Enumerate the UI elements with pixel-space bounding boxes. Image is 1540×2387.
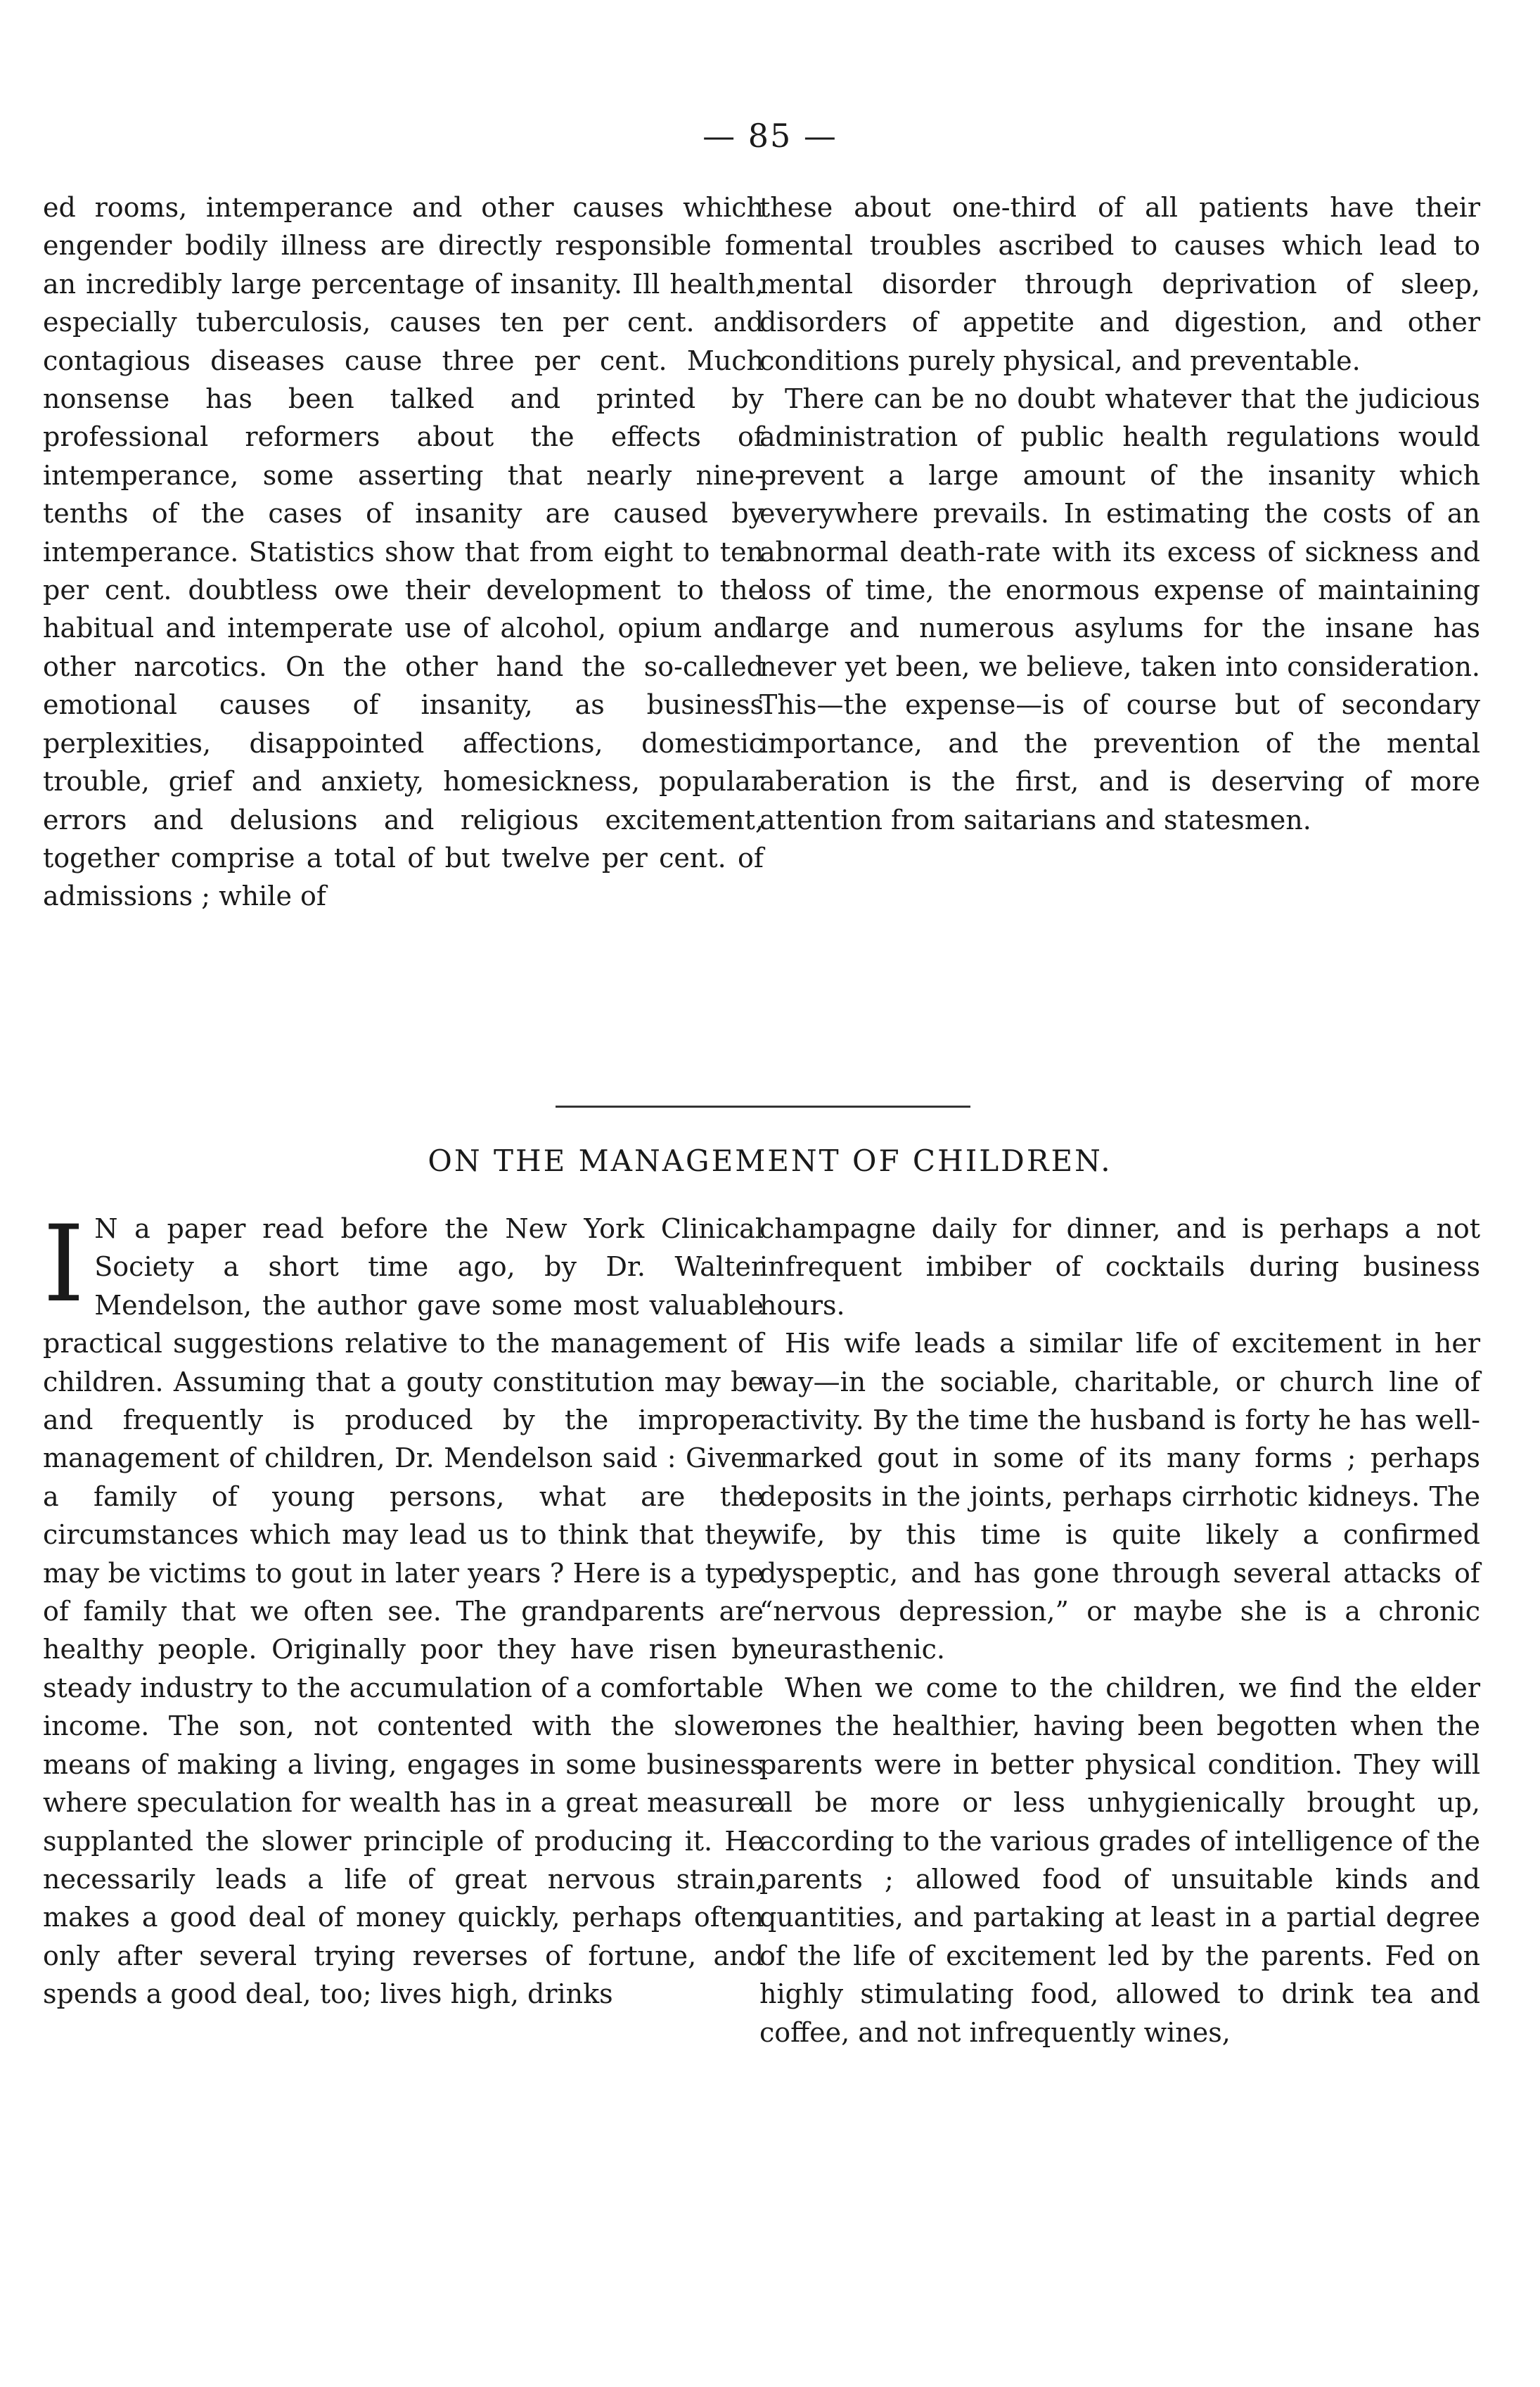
page-number: — 85 — [702, 117, 838, 155]
article-right-column [759, 1210, 1480, 2052]
paragraph [43, 1203, 764, 2014]
paragraph: ed rooms, intemperance and other causes which engender bodily illness are directly responsible for an incredibly large percentage of insanity. Ill health, especially tuberculosis, causes ten per cent. and contagious diseases cause three per cent. Much nonsense has been talked and printed by professional reformers about the effects of intemperance, some asserting that nearly nine-tenths of the cases of insanity are caused by intemperance. Statistics show that from eight to ten per cent. doubtless owe their development to the habitual and intemperate use of alcohol, opium and other narcotics. On the other hand the so-called emotional causes of insanity, as business perplexities, disappointed affections, domestic trouble, grief and anxiety, homesickness, popular errors and delusions and religious excitement, together comprise a total of but twelve per cent. of admissions ; while of [43, 192, 764, 912]
paragraph: There can be no doubt whatever that the judicious administration of public health regulations would prevent a large amount of the insanity which everywhere prevails. In estimating the costs of an abnormal death-rate with its excess of sickness and loss of time, the enormous expense of maintaining large and numerous asylums for the insane has never yet been, we believe, taken into consideration. This—the expense—is of course but of secondary importance, and the prevention of the mental aberation is the first, and is deserving of more attention from saitarians and statesmen. [759, 383, 1480, 836]
article-title: ON THE MANAGEMENT OF CHILDREN. [428, 1144, 1112, 1178]
top-right-column [759, 188, 1480, 839]
section-divider [556, 1106, 970, 1108]
paragraph: these about one-third of all patients have their mental troubles ascribed to causes which lead to mental disorder through deprivation of sleep, disorders of appetite and digestion, and other conditions purely physical, and preventable. [759, 192, 1480, 376]
paragraph: champagne daily for dinner, and is perhaps a not infrequent imbiber of cocktails during business hours. [759, 1213, 1480, 1321]
top-left-column [43, 188, 764, 916]
paragraph: When we come to the children, we find the elder ones the healthier, having been begotten when the parents were in better physical condition. They will all be more or less unhygienically brought up, according to the various grades of intelligence of the parents ; allowed food of unsuitable kinds and quantities, and partaking at least in a partial degree of the life of excitement led by the parents. Fed on highly stimulating food, allowed to drink tea and coffee, and not infrequently wines, [759, 1672, 1480, 2048]
article-left-column [43, 1203, 764, 2014]
paragraph: His wife leads a similar life of excitement in her way—in the sociable, charitable, or church line of activity. By the time the husband is forty he has well-marked gout in some of its many forms ; perhaps deposits in the joints, perhaps cirrhotic kidneys. The wife, by this time is quite likely a confirmed dyspeptic, and has gone through several attacks of “nervous depression,” or maybe she is a chronic neurasthenic. [759, 1328, 1480, 1665]
drop-cap: I [43, 1203, 85, 1326]
paragraph-text: N a paper read before the New York Clinical Society a short time ago, by Dr. Walter Mendelson, the author gave some most valuable practical suggestions relative to the management of children. Assuming that a gouty constitution may be and frequently is produced by the improper management of children, Dr. Mendelson said : Given a family of young persons, what are the circumstances which may lead us to think that they may be victims to gout in later years ? Here is a type of family that we often see. The grandparents are healthy people. Originally poor they have risen by steady industry to the accumulation of a comfortable income. The son, not contented with the slower means of making a living, engages in some business where speculation for wealth has in a great measure supplanted the slower principle of producing it. He necessarily leads a life of great nervous strain, makes a good deal of money quickly, perhaps often only after several trying reverses of fortune, and spends a good deal, too; lives high, drinks [43, 1213, 764, 2010]
